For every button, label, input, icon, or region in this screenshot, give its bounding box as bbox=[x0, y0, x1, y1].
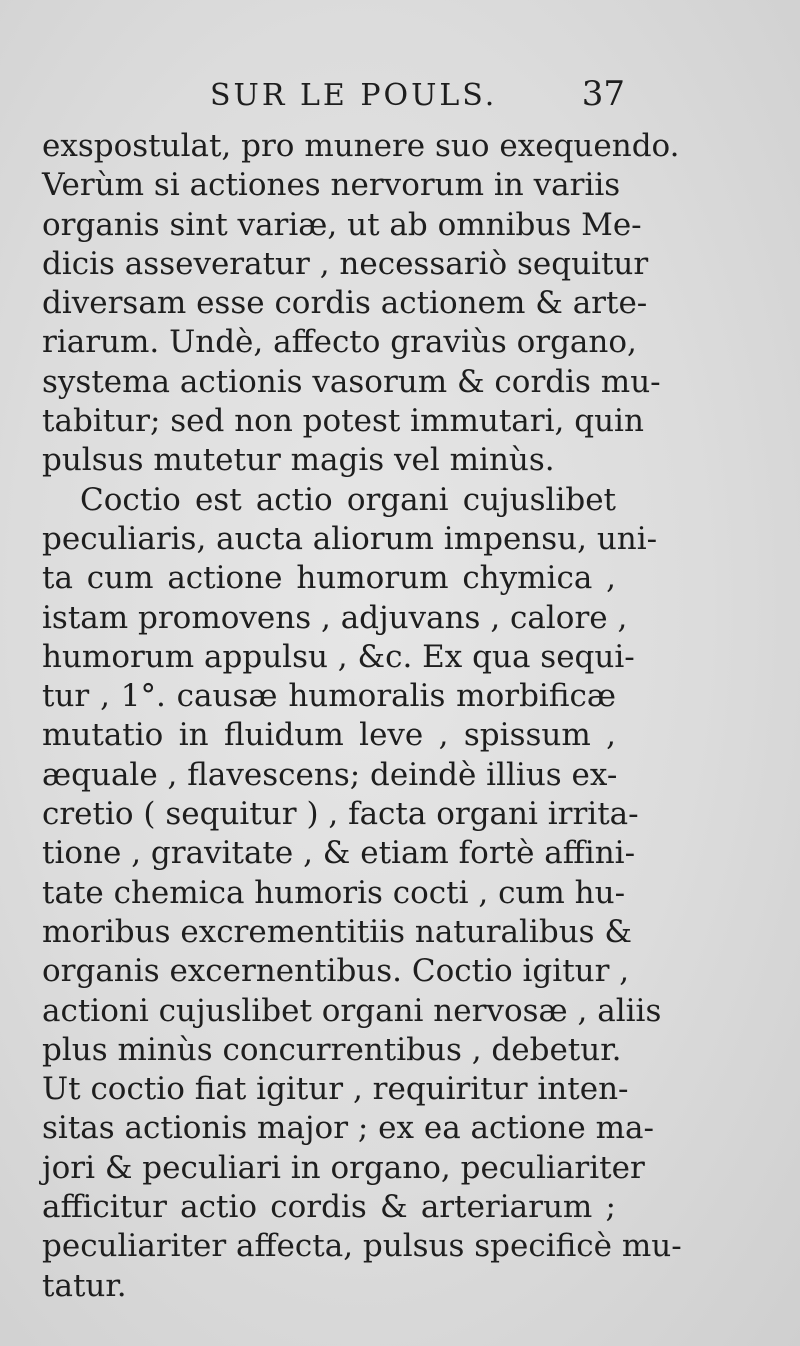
text-line: Verùm si actiones nervorum in variis bbox=[42, 167, 621, 204]
text-line: mutatio in fluidum leve , spissum , bbox=[42, 717, 616, 754]
running-title: SUR LE POULS. bbox=[210, 78, 498, 113]
text-line: actioni cujuslibet organi nervosæ , aliis bbox=[42, 992, 662, 1029]
text-line: tate chemica humoris cocti , cum hu- bbox=[42, 874, 626, 911]
text-line: afficitur actio cordis & arteriarum ; bbox=[42, 1189, 616, 1226]
text-line: cretio ( sequitur ) , facta organi irrita- bbox=[42, 796, 639, 833]
paragraph-start-line: Coctio est actio organi cujuslibet bbox=[80, 481, 616, 518]
text-line: pulsus mutetur magis vel minùs. bbox=[42, 442, 555, 479]
text-line: humorum appulsu , &c. Ex qua sequi- bbox=[42, 638, 635, 675]
text-line: dicis asseveratur , necessariò sequitur bbox=[42, 245, 649, 282]
text-line: exspostulat, pro munere suo exequendo. bbox=[42, 128, 680, 164]
text-line: sitas actionis major ; ex ea actione ma- bbox=[42, 1110, 654, 1147]
text-line: riarum. Undè, affecto graviùs organo, bbox=[42, 324, 637, 361]
running-head bbox=[40, 74, 625, 118]
body-text bbox=[42, 127, 682, 1306]
text-line: tione , gravitate , & etiam fortè affini- bbox=[42, 835, 636, 872]
text-line: organis excernentibus. Coctio igitur , bbox=[42, 953, 630, 990]
text-line: jori & peculiari in organo, peculiariter bbox=[42, 1149, 645, 1186]
text-line: systema actionis vasorum & cordis mu- bbox=[42, 363, 661, 400]
text-line: ta cum actione humorum chymica , bbox=[42, 560, 616, 597]
text-line: moribus excrementitiis naturalibus & bbox=[42, 913, 633, 950]
text-line: tatur. bbox=[42, 1267, 127, 1304]
text-line: plus minùs concurrentibus , debetur. bbox=[42, 1031, 622, 1068]
text-line: peculiaris, aucta aliorum impensu, uni- bbox=[42, 520, 658, 557]
text-line: istam promovens , adjuvans , calore , bbox=[42, 599, 628, 636]
text-line: æquale , flavescens; deindè illius ex- bbox=[42, 756, 618, 793]
text-line: tur , 1°. causæ humoralis morbificæ bbox=[42, 678, 616, 715]
text-line: diversam esse cordis actionem & arte- bbox=[42, 285, 648, 322]
text-line: Ut coctio fiat igitur , requiritur inten- bbox=[42, 1071, 629, 1108]
text-line: tabitur; sed non potest immutari, quin bbox=[42, 403, 644, 440]
text-line: peculiariter affecta, pulsus specificè mu- bbox=[42, 1228, 682, 1265]
page-number: 37 bbox=[581, 74, 625, 114]
text-line: organis sint variæ, ut ab omnibus Me- bbox=[42, 206, 642, 243]
